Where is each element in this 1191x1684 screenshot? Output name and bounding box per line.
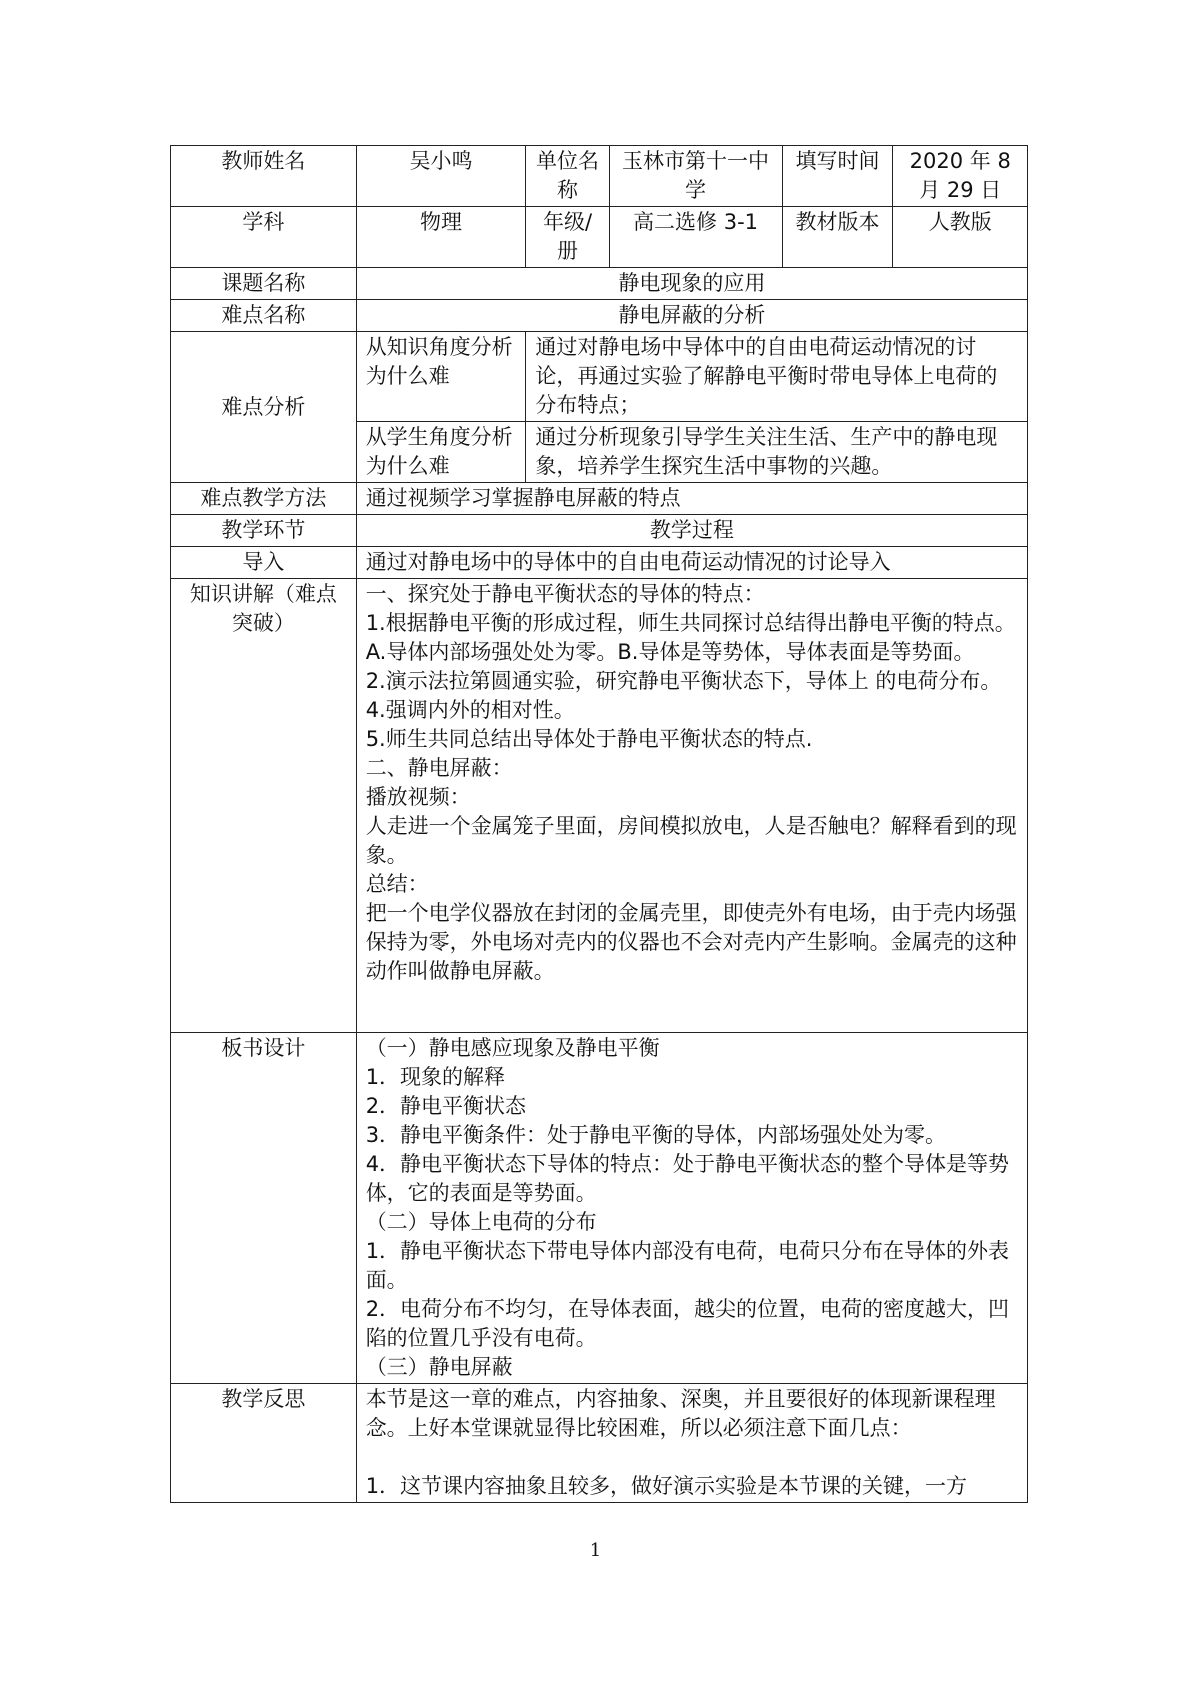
difficulty-row [171,300,1028,332]
lecture-label: 知识讲解（难点突破） [171,579,357,1033]
lesson-plan-table [170,145,1028,1503]
board-content [356,1033,1027,1384]
lecture-line: 2.演示法拉第圆通实验，研究静电平衡状态下，导体上 的电荷分布。 [365,669,1002,693]
knowledge-angle-text: 通过对静电场中导体中的自由电荷运动情况的讨论，再通过实验了解静电平衡时带电导体上电荷的分布特点； [526,332,1028,422]
board-label: 板书设计 [171,1033,357,1384]
teacher-name-value: 吴小鸣 [356,146,526,207]
lecture-line: 播放视频： [365,785,471,809]
page-number: 1 [589,1540,602,1561]
reflection-content [356,1384,1027,1503]
board-line: 2．电荷分布不均匀，在导体表面，越尖的位置，电荷的密度越大，凹陷的位置几乎没有电荷。 [365,1297,1010,1350]
unit-name-value: 玉林市第十一中学 [609,146,782,207]
board-line: （一）静电感应现象及静电平衡 [365,1036,660,1060]
fill-time-label: 填写时间 [782,146,893,207]
reflection-line: 本节是这一章的难点，内容抽象、深奥，并且要很好的体现新课程理念。上好本堂课就显得比较困难，所以必须注意下面几点： [365,1387,996,1440]
intro-row [171,547,1028,579]
teacher-name-label: 教师姓名 [171,146,357,207]
knowledge-angle-label: 从知识角度分析为什么难 [356,332,526,422]
analysis-label: 难点分析 [171,332,357,483]
grade-value: 高二选修 3-1 [609,207,782,268]
teacher-row [171,146,1028,207]
board-line: 1．静电平衡状态下带电导体内部没有电荷，电荷只分布在导体的外表面。 [365,1239,1010,1292]
subject-value: 物理 [356,207,526,268]
analysis-knowledge-row [171,332,1028,422]
teaching-process-label: 教学过程 [356,515,1027,547]
method-value: 通过视频学习掌握静电屏蔽的特点 [356,483,1027,515]
reflection-line: 1．这节课内容抽象且较多，做好演示实验是本节课的关键，一方 [365,1474,968,1498]
edition-label: 教材版本 [782,207,893,268]
board-line: （二）导体上电荷的分布 [365,1210,597,1234]
subject-label: 学科 [171,207,357,268]
topic-row [171,268,1028,300]
board-line: 1．现象的解释 [365,1065,506,1089]
student-angle-label: 从学生角度分析为什么难 [356,422,526,483]
lecture-line: 1.根据静电平衡的形成过程，师生共同探讨总结得出静电平衡的特点。A.导体内部场强处处为零。B.导体是等势体，导体表面是等势面。 [365,611,1016,664]
fill-time-value: 2020 年 8 月 29 日 [893,146,1028,207]
edition-value: 人教版 [893,207,1028,268]
board-line: 2．静电平衡状态 [365,1094,527,1118]
board-line: 4．静电平衡状态下导体的特点：处于静电平衡状态的整个导体是等势体，它的表面是等势面。 [365,1152,1010,1205]
lecture-line: 人走进一个金属笼子里面，房间模拟放电，人是否触电？解释看到的现象。 [365,814,1017,867]
lecture-content [356,579,1027,1033]
intro-label: 导入 [171,547,357,579]
reflection-spacer [366,1443,1018,1472]
subject-row [171,207,1028,268]
reflection-label: 教学反思 [171,1384,357,1503]
lecture-row [171,579,1028,1033]
intro-value: 通过对静电场中的导体中的自由电荷运动情况的讨论导入 [356,547,1027,579]
teaching-stage-label: 教学环节 [171,515,357,547]
lecture-line: 5.师生共同总结出导体处于静电平衡状态的特点. [365,727,813,751]
lecture-line: 二、静电屏蔽： [365,756,513,780]
board-line: 3．静电平衡条件：处于静电平衡的导体，内部场强处处为零。 [365,1123,947,1147]
lecture-line: 4.强调内外的相对性。 [365,698,575,722]
board-row [171,1033,1028,1384]
student-angle-text: 通过分析现象引导学生关注生活、生产中的静电现象，培养学生探究生活中事物的兴趣。 [526,422,1028,483]
process-header-row [171,515,1028,547]
difficulty-label: 难点名称 [171,300,357,332]
topic-value: 静电现象的应用 [356,268,1027,300]
method-row [171,483,1028,515]
board-line: （三）静电屏蔽 [365,1355,513,1379]
difficulty-value: 静电屏蔽的分析 [356,300,1027,332]
lecture-line: 总结： [365,872,429,896]
lecture-line: 一、探究处于静电平衡状态的导体的特点： [365,582,765,606]
topic-label: 课题名称 [171,268,357,300]
method-label: 难点教学方法 [171,483,357,515]
lecture-line: 把一个电学仪器放在封闭的金属壳里，即使壳外有电场，由于壳内场强保持为零，外电场对壳内的仪器也不会对壳内产生影响。金属壳的这种动作叫做静电屏蔽。 [365,901,1017,983]
grade-label: 年级/册 [526,207,609,268]
reflection-row [171,1384,1028,1503]
unit-name-label: 单位名称 [526,146,609,207]
